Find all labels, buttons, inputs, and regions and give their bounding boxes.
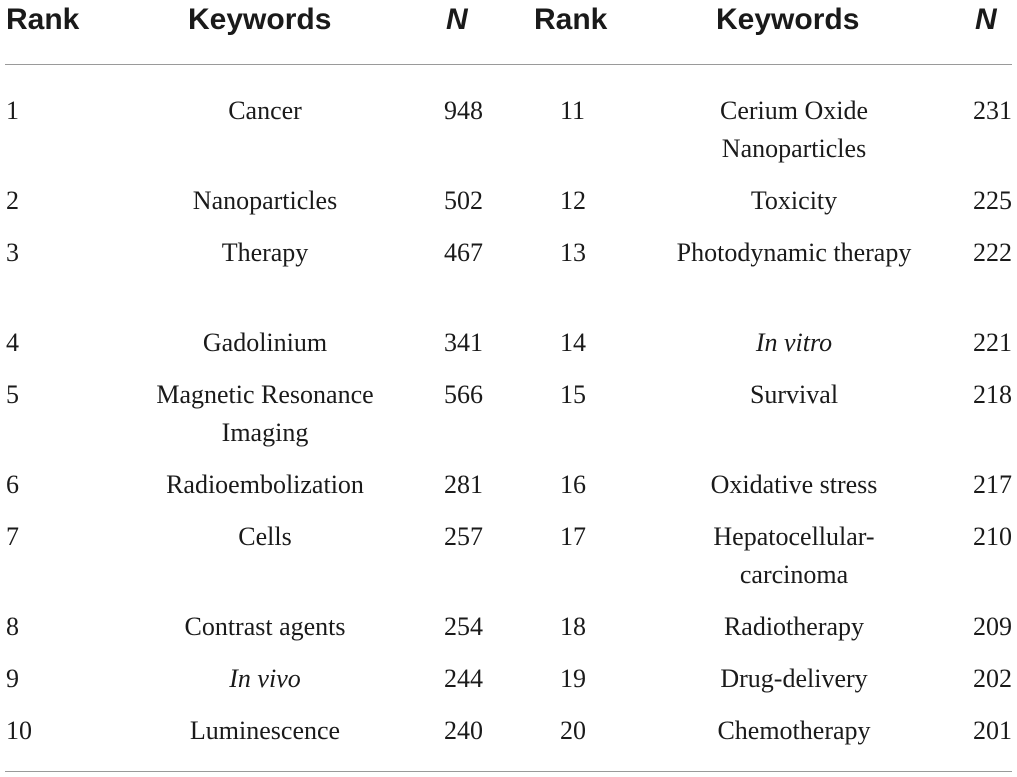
- keyword-right-cell: Hepatocellular-carcinoma: [713, 522, 875, 589]
- n-right-cell: 201: [973, 716, 1012, 745]
- n-left-cell: 502: [444, 186, 483, 215]
- rank-left-cell: 5: [6, 380, 19, 409]
- rank-left-cell: 7: [6, 522, 19, 551]
- n-left-cell: 566: [444, 380, 483, 409]
- keyword-left-cell: Cancer: [228, 96, 302, 125]
- keyword-right-cell: Drug-delivery: [720, 664, 868, 693]
- keyword-right-cell: Toxicity: [750, 186, 838, 215]
- table-row: [0, 660, 1017, 712]
- n-right-cell: 209: [973, 612, 1012, 641]
- table-row: [0, 324, 1017, 376]
- n-left-cell: 254: [444, 612, 483, 641]
- header-rank-right: Rank: [534, 3, 608, 36]
- table-row: [0, 234, 1017, 324]
- header-keywords-right: Keywords: [716, 3, 860, 36]
- rank-right-cell: 19: [560, 664, 586, 693]
- keyword-left-cell: Magnetic Resonance Imaging: [156, 380, 374, 447]
- rank-right-cell: 15: [560, 380, 586, 409]
- rank-left-cell: 4: [6, 328, 19, 357]
- rank-left-cell: 8: [6, 612, 19, 641]
- header-rank-left: Rank: [6, 3, 80, 36]
- n-left-cell: 281: [444, 470, 483, 499]
- keyword-right-cell: Survival: [749, 380, 839, 409]
- keyword-right-cell: Oxidative stress: [710, 470, 878, 499]
- n-left-cell: 467: [444, 238, 483, 267]
- header-divider: [5, 64, 1012, 65]
- n-right-cell: 221: [973, 328, 1012, 357]
- table-row: [0, 608, 1017, 660]
- rank-right-cell: 14: [560, 328, 586, 357]
- table-header-row: [0, 0, 1017, 40]
- keyword-right-cell: Cerium Oxide Nanoparticles: [719, 96, 869, 163]
- keyword-left-cell: Radioembolization: [166, 470, 364, 499]
- keyword-left-cell: Contrast agents: [184, 612, 346, 641]
- header-keywords-left: Keywords: [188, 3, 332, 36]
- n-left-cell: 257: [444, 522, 483, 551]
- rank-right-cell: 11: [560, 96, 586, 125]
- rank-right-cell: 12: [560, 186, 586, 215]
- table-row: [0, 712, 1017, 764]
- keyword-left-cell: Nanoparticles: [192, 186, 338, 215]
- keyword-left-cell: In vivo: [229, 664, 301, 693]
- rank-left-cell: 10: [6, 716, 32, 745]
- table-row: [0, 466, 1017, 518]
- rank-right-cell: 13: [560, 238, 586, 267]
- n-right-cell: 218: [973, 380, 1012, 409]
- rank-right-cell: 20: [560, 716, 586, 745]
- keyword-right-cell: Photodynamic therapy: [676, 238, 912, 267]
- keyword-left-cell: Cells: [238, 522, 292, 551]
- keyword-left-cell: Gadolinium: [202, 328, 328, 357]
- keyword-right-cell: In vitro: [755, 328, 833, 357]
- table-row: [0, 376, 1017, 466]
- n-left-cell: 948: [444, 96, 483, 125]
- n-left-cell: 244: [444, 664, 483, 693]
- n-right-cell: 225: [973, 186, 1012, 215]
- rank-right-cell: 17: [560, 522, 586, 551]
- header-n-left: N: [446, 3, 468, 36]
- n-right-cell: 217: [973, 470, 1012, 499]
- rank-left-cell: 1: [6, 96, 19, 125]
- rank-left-cell: 3: [6, 238, 19, 267]
- rank-right-cell: 16: [560, 470, 586, 499]
- keyword-right-cell: Chemotherapy: [717, 716, 871, 745]
- keyword-left-cell: Luminescence: [189, 716, 341, 745]
- n-left-cell: 240: [444, 716, 483, 745]
- n-right-cell: 222: [973, 238, 1012, 267]
- n-right-cell: 210: [973, 522, 1012, 551]
- rank-left-cell: 9: [6, 664, 19, 693]
- table-body: [0, 92, 1017, 764]
- n-right-cell: 202: [973, 664, 1012, 693]
- keyword-left-cell: Therapy: [221, 238, 309, 267]
- table-bottom-rule: [5, 771, 1012, 772]
- rank-left-cell: 2: [6, 186, 19, 215]
- table-row: [0, 182, 1017, 234]
- table-row: [0, 92, 1017, 182]
- rank-left-cell: 6: [6, 470, 19, 499]
- rank-right-cell: 18: [560, 612, 586, 641]
- table-row: [0, 518, 1017, 608]
- keyword-right-cell: Radiotherapy: [723, 612, 865, 641]
- n-right-cell: 231: [973, 96, 1012, 125]
- n-left-cell: 341: [444, 328, 483, 357]
- header-n-right: N: [975, 3, 997, 36]
